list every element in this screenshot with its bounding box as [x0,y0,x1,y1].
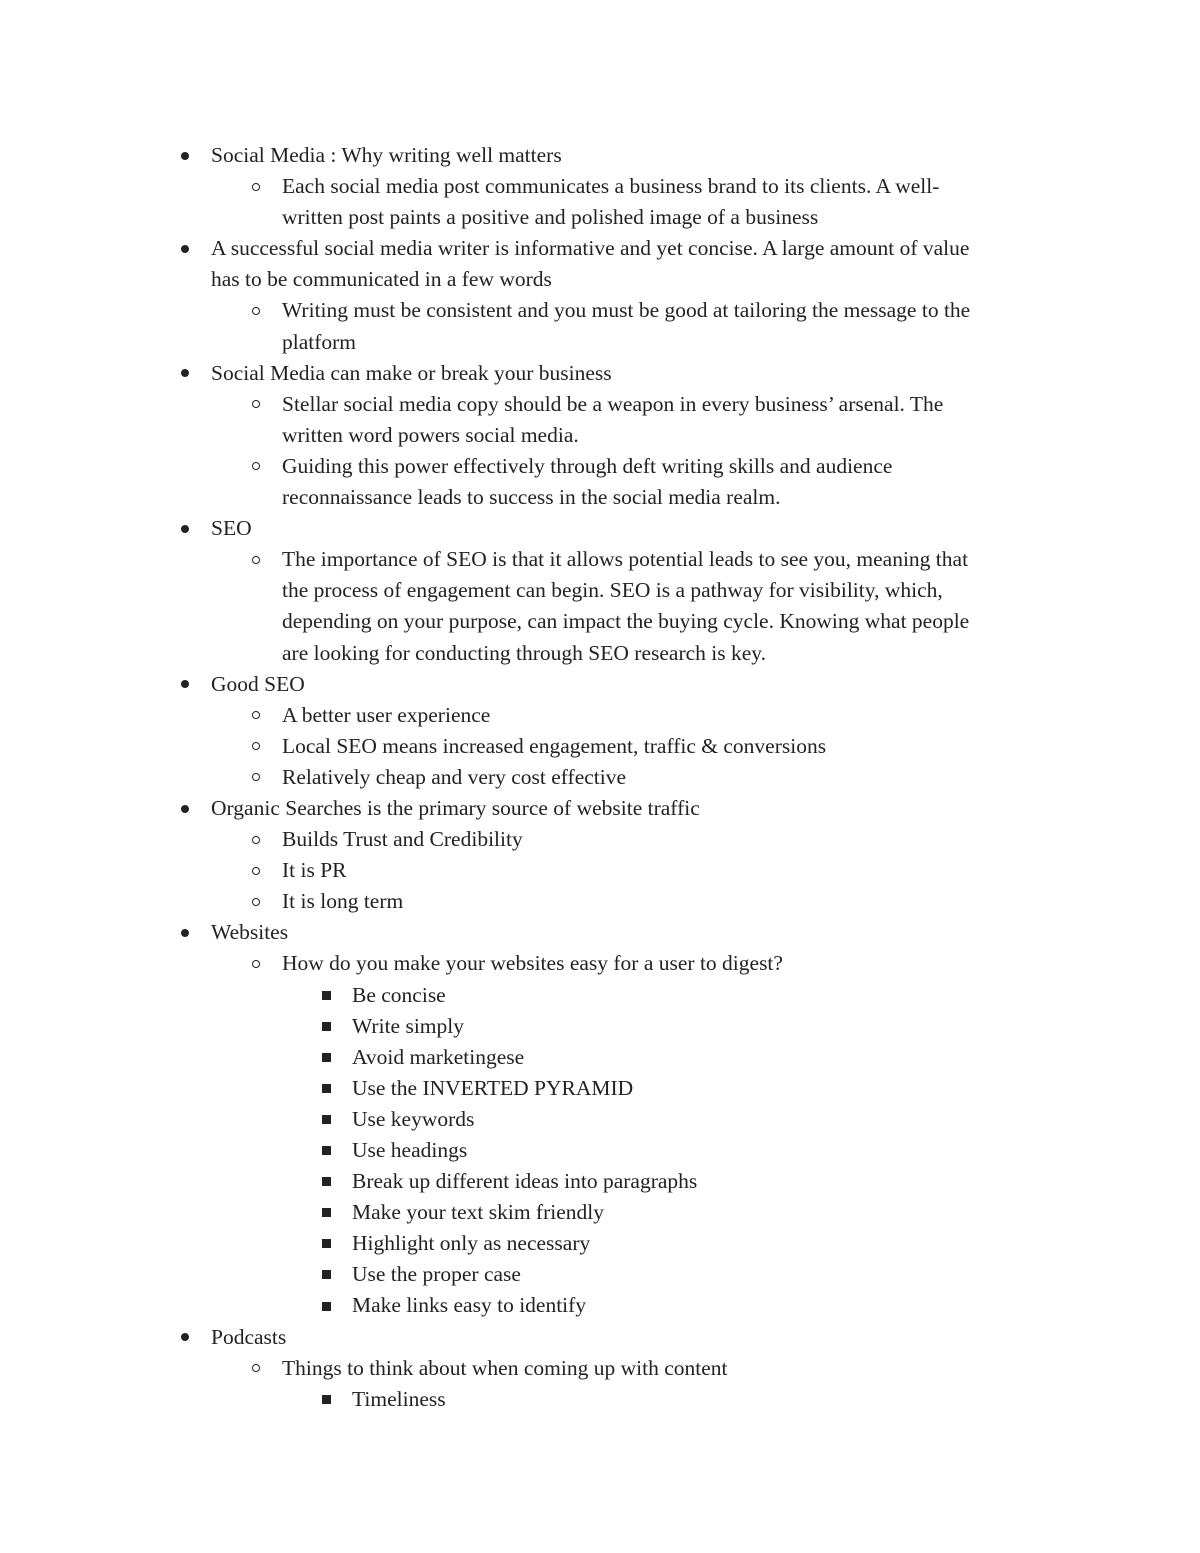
square-shape [322,1115,331,1124]
list-item [0,1259,1200,1290]
circle-bullet-icon [249,824,263,855]
square-shape [322,1208,331,1217]
circle-bullet-icon [249,855,263,886]
disc-shape [181,369,189,377]
circle-shape [252,742,260,750]
circle-shape [252,898,260,906]
list-item-text: Each social media post communicates a business brand to its clients. A well- [282,174,940,199]
list-item-text: Social Media : Why writing well matters [211,143,562,167]
list-item-text: How do you make your websites easy for a user to digest? [282,951,783,976]
circle-bullet-icon [249,886,263,917]
disc-bullet-icon [178,669,192,700]
list-item-continuation [0,638,1200,669]
circle-bullet-icon [249,389,263,420]
list-item [0,295,1200,326]
list-item [0,917,1200,948]
list-item-text: has to be communicated in a few words [211,267,552,292]
square-shape [322,1239,331,1248]
list-item-text: Break up different ideas into paragraphs [352,1169,698,1194]
circle-shape [252,711,260,719]
square-shape [322,1177,331,1186]
list-item [0,1166,1200,1197]
list-item [0,948,1200,979]
circle-bullet-icon [249,295,263,326]
list-item-text: It is PR [282,858,347,883]
list-item-text: Podcasts [211,1324,287,1349]
list-item [0,700,1200,731]
list-item [0,980,1200,1011]
list-item-text: are looking for conducting through SEO research is key. [282,640,767,665]
disc-shape [181,929,189,937]
list-item-text: A successful social media writer is informative and yet concise. A large amount of value [211,236,970,261]
list-item [0,1384,1200,1415]
disc-shape [181,152,189,160]
circle-bullet-icon [249,171,263,202]
list-item-text: Avoid marketingese [352,1044,525,1069]
list-item [0,233,1200,264]
square-bullet-icon [319,1290,333,1321]
list-item-continuation [0,327,1200,358]
square-bullet-icon [319,1197,333,1228]
list-item-text: SEO [211,516,252,541]
circle-shape [252,836,260,844]
circle-bullet-icon [249,1353,263,1384]
list-item [0,1290,1200,1321]
list-item-text: Use keywords [352,1106,475,1131]
circle-shape [252,307,260,315]
list-item [0,1011,1200,1042]
list-item [0,824,1200,855]
circle-shape [252,556,260,564]
disc-bullet-icon [178,140,192,171]
list-item [0,762,1200,793]
list-item-text: depending on your purpose, can impact the buying cycle. Knowing what people [282,609,970,634]
circle-shape [252,1364,260,1372]
list-item [0,1228,1200,1259]
circle-shape [252,960,260,968]
list-item-text: Make links easy to identify [352,1293,587,1318]
square-bullet-icon [319,980,333,1011]
list-item-text: Highlight only as necessary [352,1231,591,1256]
list-item [0,1104,1200,1135]
disc-shape [181,680,189,688]
square-shape [322,1053,331,1062]
square-bullet-icon [319,1073,333,1104]
list-item [0,855,1200,886]
square-shape [322,1146,331,1155]
list-item [0,358,1200,389]
circle-bullet-icon [249,948,263,979]
list-item-text: platform [282,329,357,354]
list-item [0,1135,1200,1166]
disc-shape [181,1333,189,1341]
list-item-continuation [0,606,1200,637]
list-item [0,140,1200,171]
square-bullet-icon [319,1259,333,1290]
list-item [0,544,1200,575]
list-item [0,1197,1200,1228]
list-item-text: Make your text skim friendly [352,1200,604,1225]
list-item-continuation [0,575,1200,606]
square-bullet-icon [319,1135,333,1166]
list-item-text: Use the proper case [352,1262,521,1287]
list-item-text: written word powers social media. [282,422,579,447]
list-item-text: It is long term [282,889,404,914]
list-item-text: Social Media can make or break your business [211,360,612,385]
list-item-text: the process of engagement can begin. SEO is a pathway for visibility, which, [282,578,943,603]
circle-shape [252,867,260,875]
circle-shape [252,462,260,470]
circle-bullet-icon [249,731,263,762]
list-item-text: The importance of SEO is that it allows potential leads to see you, meaning that [282,547,969,572]
list-item-continuation [0,264,1200,295]
square-bullet-icon [319,1166,333,1197]
list-item-continuation [0,482,1200,513]
circle-bullet-icon [249,544,263,575]
circle-bullet-icon [249,451,263,482]
square-shape [322,1084,331,1093]
list-item [0,669,1200,700]
list-item-text: Things to think about when coming up with content [282,1355,728,1380]
list-item-text: Use headings [352,1138,468,1162]
square-shape [322,1270,331,1279]
disc-shape [181,525,189,533]
disc-bullet-icon [178,793,192,824]
list-item [0,731,1200,762]
list-item-text: Organic Searches is the primary source of website traffic [211,795,700,820]
circle-bullet-icon [249,762,263,793]
square-shape [322,1302,331,1311]
square-bullet-icon [319,1042,333,1073]
list-item-text: Timeliness [352,1386,446,1411]
list-item-text: Builds Trust and Credibility [282,827,523,852]
list-item-continuation [0,202,1200,233]
square-shape [322,991,331,1000]
list-item-text: Use the INVERTED PYRAMID [352,1075,634,1100]
list-item-text: Local SEO means increased engagement, traffic & conversions [282,733,827,758]
list-item-text: Stellar social media copy should be a weapon in every business’ arsenal. The [282,391,944,416]
list-item [0,886,1200,917]
square-shape [322,1022,331,1031]
disc-bullet-icon [178,358,192,389]
list-item-text: reconnaissance leads to success in the social media realm. [282,485,781,510]
square-bullet-icon [319,1384,333,1415]
list-item-text: A better user experience [282,702,491,727]
circle-shape [252,183,260,191]
list-item [0,171,1200,202]
list-item-continuation [0,420,1200,451]
document-body [0,140,1200,1415]
square-bullet-icon [319,1104,333,1135]
list-item-text: Relatively cheap and very cost effective [282,764,627,789]
list-item [0,1353,1200,1384]
disc-bullet-icon [178,233,192,264]
list-item [0,1042,1200,1073]
disc-bullet-icon [178,1322,192,1353]
list-item [0,513,1200,544]
disc-shape [181,245,189,253]
list-item [0,1322,1200,1353]
square-shape [322,1395,331,1404]
list-item-text: Be concise [352,982,446,1007]
list-item [0,793,1200,824]
list-item-text: Writing must be consistent and you must be good at tailoring the message to the [282,298,971,323]
disc-bullet-icon [178,917,192,948]
list-item [0,1073,1200,1104]
square-bullet-icon [319,1011,333,1042]
list-item-text: written post paints a positive and polished image of a business [282,205,819,230]
list-item-text: Websites [211,920,289,945]
disc-bullet-icon [178,513,192,544]
circle-shape [252,400,260,408]
list-item-text: Good SEO [211,671,305,696]
list-item-text: Write simply [352,1013,464,1038]
circle-bullet-icon [249,700,263,731]
circle-shape [252,773,260,781]
disc-shape [181,805,189,813]
list-item [0,451,1200,482]
list-item-text: Guiding this power effectively through deft writing skills and audience [282,453,893,478]
square-bullet-icon [319,1228,333,1259]
list-item [0,389,1200,420]
